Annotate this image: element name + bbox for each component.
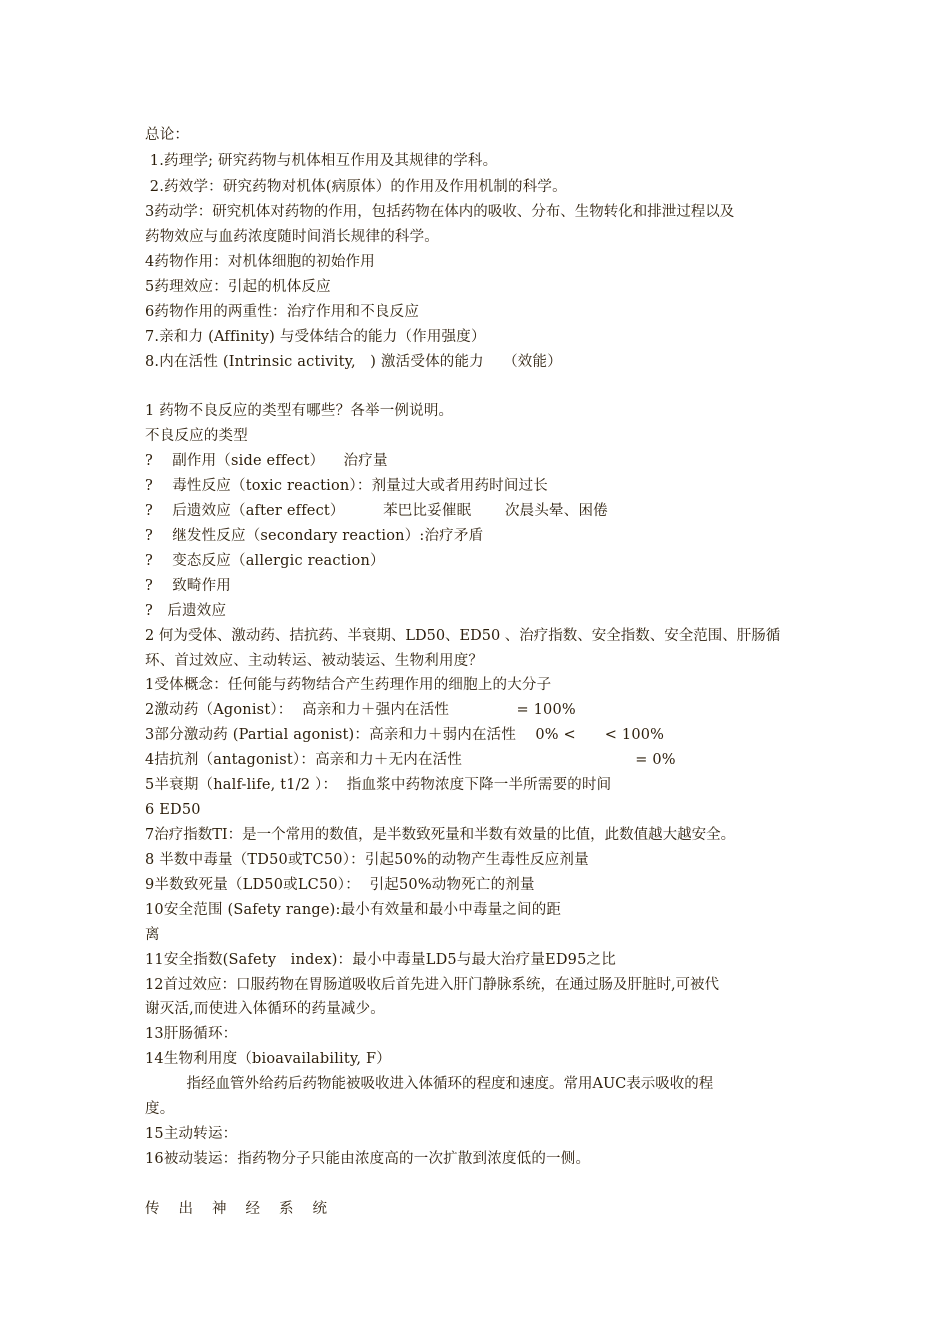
text-line: 2激动药（Agonist）： 高亲和力＋强内在活性 = 100% [145, 702, 576, 718]
question-heading: 1 药物不良反应的类型有哪些？各举一例说明。 [145, 403, 454, 419]
list-item: ? 继发性反应（secondary reaction）:治疗矛盾 [145, 528, 484, 544]
text-line: 8 半数中毒量（TD50或TC50）：引起50%的动物产生毒性反应剂量 [145, 852, 589, 868]
text-line: 8.内在活性 (Intrinsic activity, ) 激活受体的能力 （效能） [145, 354, 562, 370]
list-item: ? 后遗效应（after effect） 苯巴比妥催眠 次晨头晕、困倦 [145, 503, 608, 519]
text-line: 2.药效学：研究药物对机体(病原体）的作用及作用机制的科学。 [145, 179, 567, 195]
question-heading: 2 何为受体、激动药、拮抗药、半衰期、LD50、ED50 、治疗指数、安全指数、安全范围、肝肠循 [145, 628, 781, 644]
text-line: 5药理效应：引起的机体反应 [145, 279, 331, 295]
text-line: 3药动学：研究机体对药物的作用，包括药物在体内的吸收、分布、生物转化和排泄过程以及 [145, 204, 735, 220]
text-line: 5半衰期（half-life, t1/2 ）： 指血浆中药物浓度下降一半所需要的时间 [145, 777, 612, 793]
section-heading: 总论： [145, 127, 190, 143]
chapter-heading: 传出神经系统 [145, 1201, 346, 1217]
text-line: 3部分激动药 (Partial agonist)：高亲和力＋弱内在活性 0% < < 100% [145, 727, 665, 743]
text-line: 10安全范围 (Safety range):最小有效量和最小中毒量之间的距 [145, 902, 562, 918]
text-line: 药物效应与血药浓度随时间消长规律的科学。 [145, 229, 439, 245]
list-item: ? 后遗效应 [145, 603, 227, 619]
text-line: 度。 [145, 1101, 175, 1117]
text-line: 6药物作用的两重性：治疗作用和不良反应 [145, 304, 420, 320]
question-heading: 环、首过效应、主动转运、被动装运、生物利用度？ [145, 653, 484, 669]
text-line: 7治疗指数TI：是一个常用的数值，是半数致死量和半数有效量的比值，此数值越大越安全。 [145, 827, 736, 843]
text-line: 16被动装运：指药物分子只能由浓度高的一次扩散到浓度低的一侧。 [145, 1151, 591, 1167]
text-line: 4药物作用：对机体细胞的初始作用 [145, 254, 375, 270]
text-line: 不良反应的类型 [145, 428, 248, 444]
list-item: ? 变态反应（allergic reaction） [145, 553, 385, 569]
list-item: ? 毒性反应（toxic reaction）：剂量过大或者用药时间过长 [145, 478, 548, 494]
text-line: 1.药理学; 研究药物与机体相互作用及其规律的学科。 [145, 153, 498, 169]
text-line: 指经血管外给药后药物能被吸收进入体循环的程度和速度。常用AUC表示吸收的程 [145, 1076, 714, 1092]
text-line: 11安全指数(Safety index)：最小中毒量LD5与最大治疗量ED95之比 [145, 952, 616, 968]
text-line: 9半数致死量（LD50或LC50）： 引起50%动物死亡的剂量 [145, 877, 535, 893]
list-item: ? 致畸作用 [145, 578, 232, 594]
text-line: 1受体概念：任何能与药物结合产生药理作用的细胞上的大分子 [145, 677, 552, 693]
text-line: 7.亲和力 (Affinity) 与受体结合的能力（作用强度） [145, 329, 486, 345]
text-line: 4拮抗剂（antagonist）：高亲和力＋无内在活性 = 0% [145, 752, 676, 768]
text-line: 谢灭活,而使进入体循环的药量减少。 [145, 1001, 386, 1017]
text-line: 6 ED50 [145, 802, 201, 818]
text-line: 12首过效应：口服药物在胃肠道吸收后首先进入肝门静脉系统，在通过肠及肝脏时,可被代 [145, 977, 720, 993]
text-line: 15主动转运： [145, 1126, 238, 1142]
text-line: 14生物利用度（bioavailability, F） [145, 1051, 391, 1067]
list-item: ? 副作用（side effect） 治疗量 [145, 453, 388, 469]
text-line: 离 [145, 927, 160, 943]
text-line: 13肝肠循环： [145, 1026, 238, 1042]
